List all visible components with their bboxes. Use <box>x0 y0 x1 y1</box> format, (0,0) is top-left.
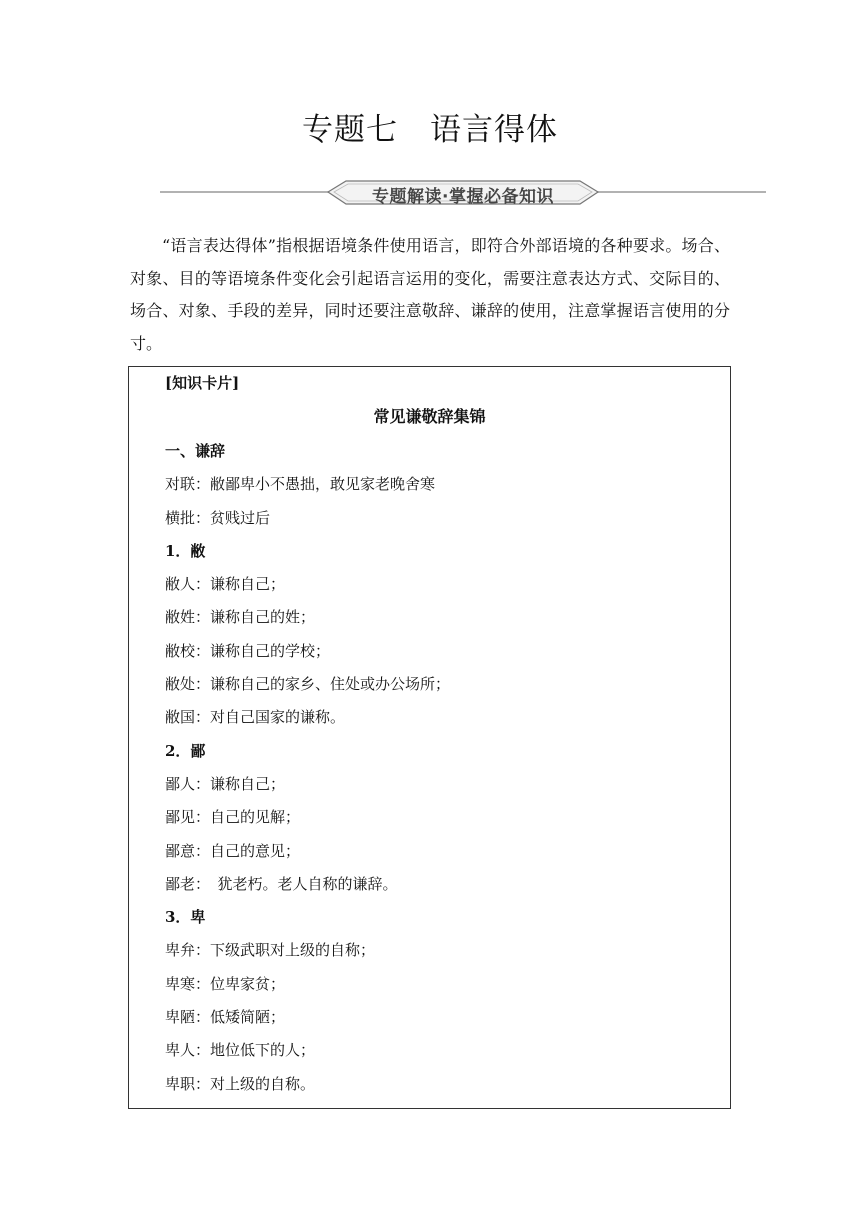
card-label: [知识卡片] <box>165 374 240 392</box>
page-title <box>0 104 860 149</box>
card-section-heading: 1．敝 <box>165 541 206 560</box>
card-entry: 鄙人：谦称自己； <box>165 774 286 793</box>
card-entry: 鄙意：自己的意见； <box>165 841 301 860</box>
card-entry: 卑职：对上级的自称。 <box>165 1074 316 1093</box>
card-entry: 卑寒：位卑家贫； <box>165 974 286 993</box>
banner-text: 专题解读·掌握必备知识 <box>372 187 554 207</box>
card-entry: 鄙见：自己的见解； <box>165 808 301 827</box>
card-entry: 卑陋：低矮简陋； <box>165 1008 286 1027</box>
card-section-heading: 2．鄙 <box>165 741 206 760</box>
card-title: 常见谦敬辞集锦 <box>373 407 486 426</box>
card-entry: 敝人：谦称自己； <box>165 575 286 594</box>
intro-paragraph <box>130 230 730 360</box>
intro-text: “语言表达得体”指根据语境条件使用语言，即符合外部语境的各种要求。场合、对象、目的等语境条件变化会引起语言运用的变化，需要注意表达方式、交际目的、场合、对象、手段的差异，同时还要注意敬辞、谦辞的使用，注意掌握语言使用的分寸。 <box>130 236 730 353</box>
card-entry: 敝处：谦称自己的家乡、住处或办公场所； <box>165 675 451 694</box>
card-entry: 鄙老： 犹老朽。老人自称的谦辞。 <box>165 874 398 893</box>
title-number: 专题七 <box>302 112 398 148</box>
card-entry: 对联：敝鄙卑小不愚拙，敢见家老晚舍寒 <box>165 475 436 494</box>
card-section-heading: 3．卑 <box>165 908 206 927</box>
card-entry: 敝国：对自己国家的谦称。 <box>165 708 346 727</box>
knowledge-card <box>128 366 731 1109</box>
card-entry: 横批：贫贱过后 <box>165 508 271 527</box>
card-entry: 卑人：地位低下的人； <box>165 1041 316 1060</box>
section-banner <box>160 180 766 208</box>
card-section-heading: 一、谦辞 <box>165 442 226 460</box>
card-entry: 敝校：谦称自己的学校； <box>165 641 331 660</box>
card-entry: 敝姓：谦称自己的姓； <box>165 608 316 627</box>
card-entry: 卑弁：下级武职对上级的自称； <box>165 941 376 960</box>
title-topic: 语言得体 <box>430 112 558 148</box>
card-lines <box>165 435 705 1101</box>
